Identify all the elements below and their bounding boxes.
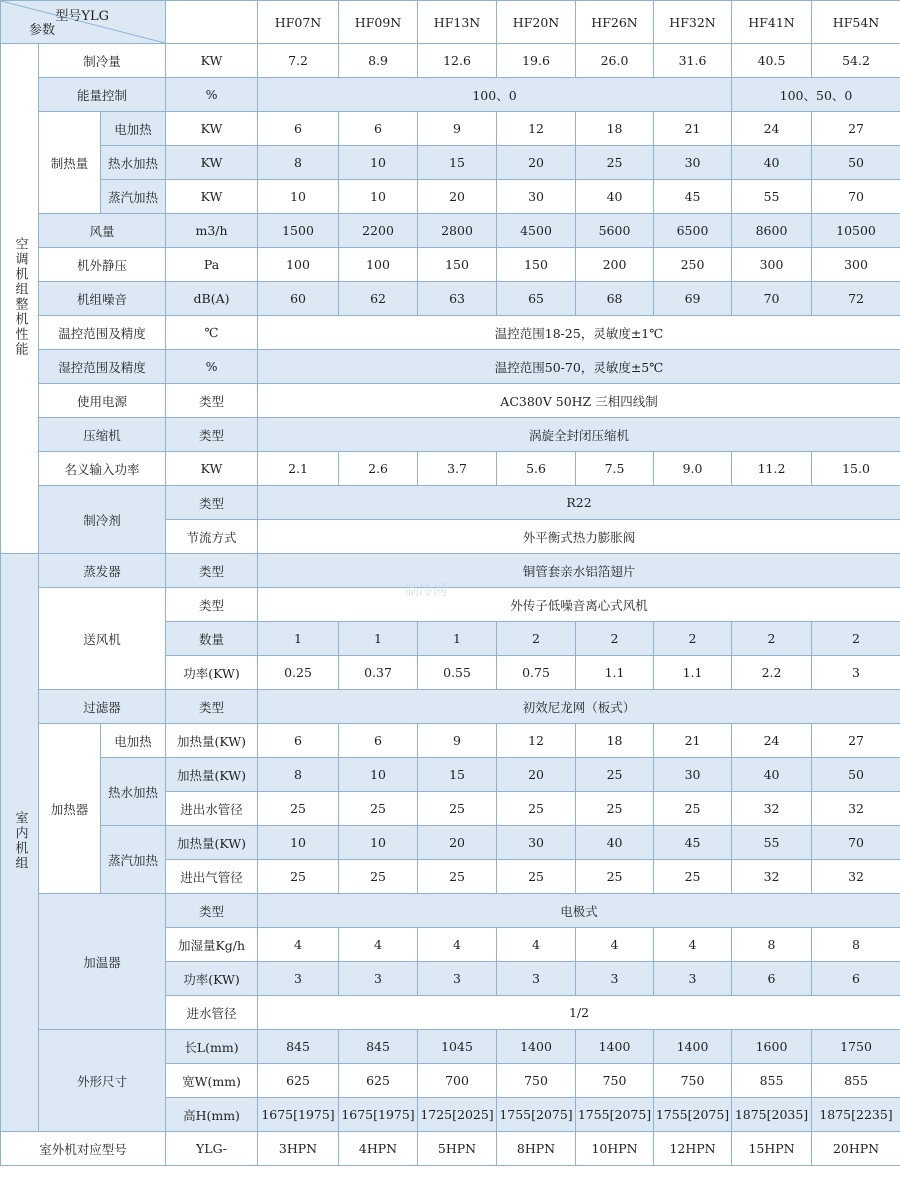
model-header: HF13N xyxy=(418,1,497,44)
value-cell: 1750 xyxy=(812,1030,900,1064)
unit-cell: KW xyxy=(166,112,258,146)
value-cell: 250 xyxy=(654,248,732,282)
row-label: 温控范围及精度 xyxy=(39,316,166,350)
value-cell: 855 xyxy=(812,1064,900,1098)
unit-cell: 功率(KW) xyxy=(166,656,258,690)
unit-cell: 加湿量Kg/h xyxy=(166,928,258,962)
unit-cell: KW xyxy=(166,44,258,78)
value-cell: 5HPN xyxy=(418,1132,497,1166)
table-row xyxy=(1,316,900,350)
unit-cell: 宽W(mm) xyxy=(166,1064,258,1098)
value-cell: 24 xyxy=(732,112,812,146)
unit-cell: 类型 xyxy=(166,384,258,418)
row-label: 室外机对应型号 xyxy=(1,1132,166,1166)
span-value: 涡旋全封闭压缩机 xyxy=(258,418,900,452)
value-cell: 4HPN xyxy=(339,1132,418,1166)
unit-cell: 进水管径 xyxy=(166,996,258,1030)
value-cell: 68 xyxy=(576,282,654,316)
sub-label: 电加热 xyxy=(101,112,166,146)
table-row xyxy=(1,418,900,452)
value-cell: 1400 xyxy=(576,1030,654,1064)
unit-cell: YLG- xyxy=(166,1132,258,1166)
value-cell: 27 xyxy=(812,112,900,146)
span-value: 1/2 xyxy=(258,996,900,1030)
value-cell: 30 xyxy=(654,146,732,180)
row-label: 使用电源 xyxy=(39,384,166,418)
value-cell: 1725[2025] xyxy=(418,1098,497,1132)
unit-cell: % xyxy=(166,350,258,384)
value-cell: 1400 xyxy=(497,1030,576,1064)
value-cell: 1875[2035] xyxy=(732,1098,812,1132)
table-row xyxy=(1,486,900,520)
section-indoor xyxy=(1,554,39,1132)
param-label: 参数 xyxy=(29,23,56,38)
value-cell: 150 xyxy=(418,248,497,282)
value-cell: 8.9 xyxy=(339,44,418,78)
unit-cell: 功率(KW) xyxy=(166,962,258,996)
value-cell: 25 xyxy=(258,792,339,826)
value-cell: 0.37 xyxy=(339,656,418,690)
value-cell: 12 xyxy=(497,724,576,758)
value-cell: 40 xyxy=(732,146,812,180)
watermark: 制冷网 xyxy=(405,584,447,599)
unit-cell: KW xyxy=(166,146,258,180)
value-cell: 10HPN xyxy=(576,1132,654,1166)
sub-label: 蒸汽加热 xyxy=(101,180,166,214)
value-cell: 70 xyxy=(812,180,900,214)
row-label: 风量 xyxy=(39,214,166,248)
value-cell: 100 xyxy=(258,248,339,282)
unit-cell: dB(A) xyxy=(166,282,258,316)
value-cell: 70 xyxy=(812,826,900,860)
value-cell: 72 xyxy=(812,282,900,316)
value-cell: 4 xyxy=(576,928,654,962)
value-cell: 200 xyxy=(576,248,654,282)
value-cell: 3 xyxy=(418,962,497,996)
table-row xyxy=(1,78,900,112)
span-value: 初效尼龙网（板式） xyxy=(258,690,900,724)
value-cell: 30 xyxy=(497,180,576,214)
unit-cell: ℃ xyxy=(166,316,258,350)
value-cell: 1875[2235] xyxy=(812,1098,900,1132)
table-row xyxy=(1,452,900,486)
value-cell: 15HPN xyxy=(732,1132,812,1166)
section-ac-label: 空调机组整机性能 xyxy=(12,237,28,357)
value-cell: 25 xyxy=(654,792,732,826)
unit-cell: 加热量(KW) xyxy=(166,826,258,860)
value-cell: 12.6 xyxy=(418,44,497,78)
value-cell: 3HPN xyxy=(258,1132,339,1166)
value-cell: 750 xyxy=(654,1064,732,1098)
value-cell: 100 xyxy=(339,248,418,282)
unit-cell: KW xyxy=(166,180,258,214)
value-cell: 15.0 xyxy=(812,452,900,486)
model-header: HF07N xyxy=(258,1,339,44)
value-cell: 8 xyxy=(732,928,812,962)
value-cell: 30 xyxy=(654,758,732,792)
value-cell: 845 xyxy=(258,1030,339,1064)
value-cell: 54.2 xyxy=(812,44,900,78)
table-row xyxy=(1,44,900,78)
sub-label: 热水加热 xyxy=(101,146,166,180)
value-cell: 4500 xyxy=(497,214,576,248)
table-row xyxy=(1,758,900,792)
span-value: R22 xyxy=(258,486,900,520)
model-label: 型号YLG xyxy=(55,9,110,24)
value-cell: 8HPN xyxy=(497,1132,576,1166)
value-cell: 12 xyxy=(497,112,576,146)
value-cell: 15 xyxy=(418,758,497,792)
model-header: HF54N xyxy=(812,1,900,44)
table-row xyxy=(1,894,900,928)
value-cell: 10 xyxy=(339,146,418,180)
value-cell: 1 xyxy=(339,622,418,656)
value-cell: 7.2 xyxy=(258,44,339,78)
value-cell: 20 xyxy=(497,146,576,180)
table-row xyxy=(1,112,900,146)
unit-cell: 类型 xyxy=(166,588,258,622)
value-cell: 3.7 xyxy=(418,452,497,486)
value-cell: 50 xyxy=(812,758,900,792)
unit-cell: 进出气管径 xyxy=(166,860,258,894)
unit-cell: 节流方式 xyxy=(166,520,258,554)
value-cell: 0.25 xyxy=(258,656,339,690)
value-cell: 32 xyxy=(812,860,900,894)
value-cell: 25 xyxy=(339,792,418,826)
value-cell: 0.55 xyxy=(418,656,497,690)
model-header: HF26N xyxy=(576,1,654,44)
value-cell: 18 xyxy=(576,724,654,758)
value-cell: 6 xyxy=(339,724,418,758)
value-cell: 150 xyxy=(497,248,576,282)
value-cell: 20HPN xyxy=(812,1132,900,1166)
value-cell: 3 xyxy=(497,962,576,996)
value-cell: 8 xyxy=(812,928,900,962)
span-value: 温控范围50-70，灵敏度±5℃ xyxy=(258,350,900,384)
unit-cell: 长L(mm) xyxy=(166,1030,258,1064)
value-cell: 40 xyxy=(576,826,654,860)
value-cell: 15 xyxy=(418,146,497,180)
row-label: 制冷剂 xyxy=(39,486,166,554)
value-cell: 63 xyxy=(418,282,497,316)
value-cell: 9.0 xyxy=(654,452,732,486)
value-cell: 50 xyxy=(812,146,900,180)
table-row xyxy=(1,554,900,588)
table-row xyxy=(1,826,900,860)
value-cell: 10 xyxy=(339,826,418,860)
value-cell: 20 xyxy=(497,758,576,792)
value-cell: 25 xyxy=(654,860,732,894)
unit-cell: 进出水管径 xyxy=(166,792,258,826)
span-value: 铜管套亲水铝箔翅片 xyxy=(258,554,900,588)
value-cell: 10 xyxy=(258,826,339,860)
section-ac xyxy=(1,44,39,554)
value-cell: 3 xyxy=(339,962,418,996)
row-label: 制冷量 xyxy=(39,44,166,78)
value-cell: 700 xyxy=(418,1064,497,1098)
value-cell: 25 xyxy=(497,860,576,894)
value-cell: 21 xyxy=(654,724,732,758)
model-header: HF20N xyxy=(497,1,576,44)
model-header: HF41N xyxy=(732,1,812,44)
section-indoor-label: 室内机组 xyxy=(12,811,28,871)
row-label: 机外静压 xyxy=(39,248,166,282)
value-cell: 45 xyxy=(654,826,732,860)
value-cell: 40 xyxy=(576,180,654,214)
value-cell: 18 xyxy=(576,112,654,146)
value-cell: 750 xyxy=(497,1064,576,1098)
value-cell: 750 xyxy=(576,1064,654,1098)
span-value: 外平衡式热力膨胀阀 xyxy=(258,520,900,554)
table-row xyxy=(1,248,900,282)
unit-cell: 类型 xyxy=(166,554,258,588)
value-cell: 32 xyxy=(732,860,812,894)
value-cell: 25 xyxy=(418,860,497,894)
unit-cell: 类型 xyxy=(166,894,258,928)
value-cell: 65 xyxy=(497,282,576,316)
value-cell: 4 xyxy=(418,928,497,962)
value-cell: 55 xyxy=(732,180,812,214)
value-cell: 1 xyxy=(418,622,497,656)
value-cell: 4 xyxy=(258,928,339,962)
value-cell: 6500 xyxy=(654,214,732,248)
value-cell: 625 xyxy=(339,1064,418,1098)
value-cell: 40 xyxy=(732,758,812,792)
value-cell: 4 xyxy=(339,928,418,962)
value-cell: 6 xyxy=(258,112,339,146)
unit-cell: 类型 xyxy=(166,690,258,724)
sub-label: 电加热 xyxy=(101,724,166,758)
value-cell: 32 xyxy=(732,792,812,826)
table-row xyxy=(1,146,900,180)
value-cell: 855 xyxy=(732,1064,812,1098)
value-cell: 2 xyxy=(732,622,812,656)
unit-cell: m3/h xyxy=(166,214,258,248)
table-row xyxy=(1,214,900,248)
model-header: HF09N xyxy=(339,1,418,44)
value-cell: 2 xyxy=(812,622,900,656)
unit-cell: 加热量(KW) xyxy=(166,724,258,758)
value-cell: 6 xyxy=(812,962,900,996)
value-cell: 25 xyxy=(576,860,654,894)
row-label: 压缩机 xyxy=(39,418,166,452)
table-row xyxy=(1,384,900,418)
row-label: 加热器 xyxy=(39,724,101,894)
value-cell: 2800 xyxy=(418,214,497,248)
value-cell: 11.2 xyxy=(732,452,812,486)
value-cell: 625 xyxy=(258,1064,339,1098)
value-cell: 3 xyxy=(258,962,339,996)
unit-cell: 数量 xyxy=(166,622,258,656)
value-cell: 2.1 xyxy=(258,452,339,486)
value-cell: 6 xyxy=(339,112,418,146)
value-cell: 2 xyxy=(576,622,654,656)
value-cell: 2200 xyxy=(339,214,418,248)
value-cell: 1675[1975] xyxy=(258,1098,339,1132)
value-cell: 55 xyxy=(732,826,812,860)
value-cell: 2 xyxy=(654,622,732,656)
value-cell: 40.5 xyxy=(732,44,812,78)
table-row xyxy=(1,690,900,724)
value-cell: 3 xyxy=(576,962,654,996)
unit-cell: Pa xyxy=(166,248,258,282)
span-value: 100、50、0 xyxy=(732,78,900,112)
value-cell: 10 xyxy=(339,758,418,792)
value-cell: 20 xyxy=(418,826,497,860)
value-cell: 25 xyxy=(258,860,339,894)
value-cell: 1.1 xyxy=(654,656,732,690)
sub-label: 热水加热 xyxy=(101,758,166,826)
value-cell: 8600 xyxy=(732,214,812,248)
value-cell: 30 xyxy=(497,826,576,860)
value-cell: 0.75 xyxy=(497,656,576,690)
table-row xyxy=(1,180,900,214)
span-value: 100、0 xyxy=(258,78,732,112)
value-cell: 10 xyxy=(339,180,418,214)
value-cell: 26.0 xyxy=(576,44,654,78)
unit-cell: KW xyxy=(166,452,258,486)
header-corner xyxy=(1,1,166,44)
value-cell: 300 xyxy=(732,248,812,282)
row-label: 送风机 xyxy=(39,588,166,690)
value-cell: 2.2 xyxy=(732,656,812,690)
value-cell: 32 xyxy=(812,792,900,826)
value-cell: 9 xyxy=(418,724,497,758)
value-cell: 19.6 xyxy=(497,44,576,78)
value-cell: 8 xyxy=(258,758,339,792)
row-label: 名义输入功率 xyxy=(39,452,166,486)
value-cell: 6 xyxy=(732,962,812,996)
row-label: 过滤器 xyxy=(39,690,166,724)
value-cell: 31.6 xyxy=(654,44,732,78)
value-cell: 70 xyxy=(732,282,812,316)
value-cell: 25 xyxy=(576,146,654,180)
span-value: 电极式 xyxy=(258,894,900,928)
unit-cell: 类型 xyxy=(166,486,258,520)
value-cell: 4 xyxy=(497,928,576,962)
value-cell: 4 xyxy=(654,928,732,962)
table-row xyxy=(1,1030,900,1064)
value-cell: 1045 xyxy=(418,1030,497,1064)
row-label: 外形尺寸 xyxy=(39,1030,166,1132)
value-cell: 1600 xyxy=(732,1030,812,1064)
value-cell: 1400 xyxy=(654,1030,732,1064)
value-cell: 25 xyxy=(576,792,654,826)
col-spacer xyxy=(166,1,258,44)
row-label: 加温器 xyxy=(39,894,166,1030)
table-row xyxy=(1,1132,900,1166)
value-cell: 10 xyxy=(258,180,339,214)
value-cell: 21 xyxy=(654,112,732,146)
row-label: 制热量 xyxy=(39,112,101,214)
value-cell: 300 xyxy=(812,248,900,282)
span-value: 外传子低噪音离心式风机 xyxy=(258,588,900,622)
value-cell: 7.5 xyxy=(576,452,654,486)
value-cell: 5.6 xyxy=(497,452,576,486)
sub-label: 蒸汽加热 xyxy=(101,826,166,894)
row-label: 能量控制 xyxy=(39,78,166,112)
value-cell: 9 xyxy=(418,112,497,146)
value-cell: 3 xyxy=(812,656,900,690)
row-label: 蒸发器 xyxy=(39,554,166,588)
value-cell: 3 xyxy=(654,962,732,996)
value-cell: 5600 xyxy=(576,214,654,248)
value-cell: 20 xyxy=(418,180,497,214)
value-cell: 6 xyxy=(258,724,339,758)
value-cell: 25 xyxy=(418,792,497,826)
model-header: HF32N xyxy=(654,1,732,44)
table-row xyxy=(1,282,900,316)
value-cell: 45 xyxy=(654,180,732,214)
value-cell: 1755[2075] xyxy=(576,1098,654,1132)
unit-cell: % xyxy=(166,78,258,112)
unit-cell: 类型 xyxy=(166,418,258,452)
value-cell: 25 xyxy=(497,792,576,826)
value-cell: 24 xyxy=(732,724,812,758)
value-cell: 1755[2075] xyxy=(497,1098,576,1132)
value-cell: 69 xyxy=(654,282,732,316)
table-row xyxy=(1,1,900,44)
row-label: 湿控范围及精度 xyxy=(39,350,166,384)
value-cell: 10500 xyxy=(812,214,900,248)
span-value: 温控范围18-25，灵敏度±1℃ xyxy=(258,316,900,350)
value-cell: 1675[1975] xyxy=(339,1098,418,1132)
value-cell: 2 xyxy=(497,622,576,656)
unit-cell: 高H(mm) xyxy=(166,1098,258,1132)
value-cell: 2.6 xyxy=(339,452,418,486)
value-cell: 1 xyxy=(258,622,339,656)
value-cell: 1.1 xyxy=(576,656,654,690)
value-cell: 845 xyxy=(339,1030,418,1064)
table-row xyxy=(1,724,900,758)
row-label: 机组噪音 xyxy=(39,282,166,316)
value-cell: 25 xyxy=(576,758,654,792)
value-cell: 1755[2075] xyxy=(654,1098,732,1132)
table-row xyxy=(1,588,900,622)
value-cell: 1500 xyxy=(258,214,339,248)
unit-cell: 加热量(KW) xyxy=(166,758,258,792)
value-cell: 8 xyxy=(258,146,339,180)
value-cell: 25 xyxy=(339,860,418,894)
value-cell: 60 xyxy=(258,282,339,316)
value-cell: 62 xyxy=(339,282,418,316)
value-cell: 27 xyxy=(812,724,900,758)
span-value: AC380V 50HZ 三相四线制 xyxy=(258,384,900,418)
value-cell: 12HPN xyxy=(654,1132,732,1166)
table-row xyxy=(1,350,900,384)
